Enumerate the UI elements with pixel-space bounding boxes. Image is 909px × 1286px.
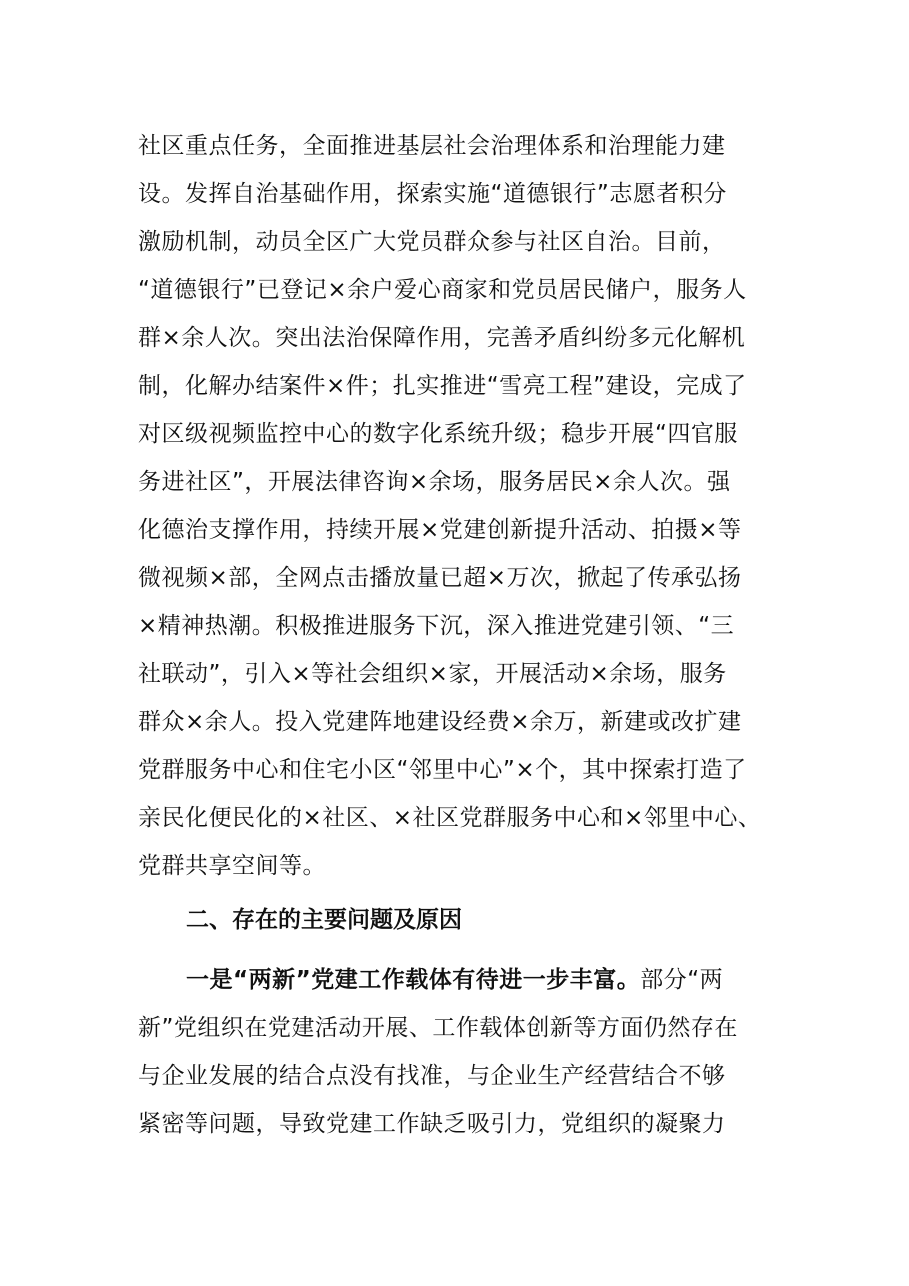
paragraph-continued [138, 122, 788, 890]
text-line: 群×余人次。突出法治保障作用，完善矛盾纠纷多元化解机 [138, 325, 746, 351]
text-line: 对区级视频监控中心的数字化系统升级；稳步开展“四官服 [138, 421, 738, 447]
text-line: 亲民化便民化的×社区、×社区党群服务中心和×邻里中心、 [138, 805, 762, 831]
text-line: “道德银行”已登记×余户爱心商家和党员居民储户，服务人 [138, 277, 747, 303]
text-line: 制，化解办结案件×件；扎实推进“雪亮工程”建设，完成了 [138, 373, 747, 399]
text-line: 微视频×部，全网点击播放量已超×万次，掀起了传承弘扬 [138, 565, 742, 591]
paragraph-lead-rest: 部分“两 [640, 967, 724, 993]
text-line: 社联动”，引入×等社会组织×家，开展活动×余场，服务 [138, 661, 727, 687]
text-line: 激励机制，动员全区广大党员群众参与社区自治。目前， [138, 229, 726, 255]
text-line: 党群服务中心和住宅小区“邻里中心”×个，其中探索打造了 [138, 757, 747, 783]
text-line: 新”党组织在党建活动开展、工作载体创新等方面仍然存在 [138, 1015, 738, 1041]
text-line: 务进社区”，开展法律咨询×余场，服务居民×余人次。强 [138, 469, 731, 495]
text-line: 设。发挥自治基础作用，探索实施“道德银行”志愿者积分 [138, 181, 727, 207]
text-line: 紧密等问题，导致党建工作缺乏吸引力，党组织的凝聚力 [138, 1111, 726, 1137]
section-heading: 二、存在的主要问题及原因 [186, 907, 462, 933]
text-line: 群众×余人。投入党建阵地建设经费×余万，新建或改扩建 [138, 709, 742, 735]
text-line: 党群共享空间等。 [138, 853, 326, 879]
text-line: 与企业发展的结合点没有找准，与企业生产经营结合不够 [138, 1063, 726, 1089]
paragraph-problems [138, 956, 788, 1148]
text-line: ×精神热潮。积极推进服务下沉，深入推进党建引领、“三 [138, 613, 735, 639]
text-line: 社区重点任务，全面推进基层社会治理体系和治理能力建 [138, 133, 726, 159]
text-line: 化德治支撑作用，持续开展×党建创新提升活动、拍摄×等 [138, 517, 742, 543]
paragraph-lead-bold: 一是“两新”党建工作载体有待进一步丰富。 [186, 967, 641, 993]
text-line-first [138, 956, 788, 1004]
